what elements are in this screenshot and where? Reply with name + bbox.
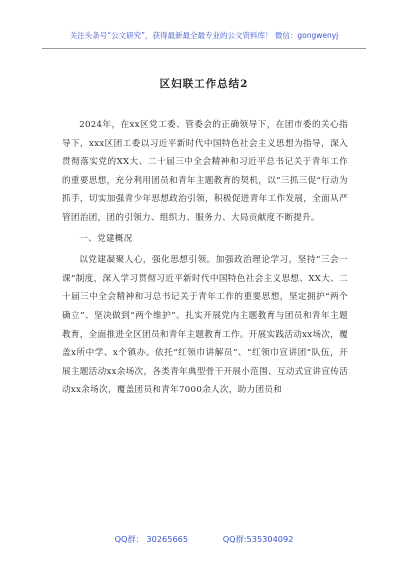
document-title: 区妇联工作总结2 [159,78,249,90]
footer-qq-groups [0,534,408,545]
paragraph-party-building: 以党建凝聚人心，强化思想引领。加强政治理论学习，坚持“三会一课”制度，深入学习贯彻习近平新时代中国特色社会主义思想、XX大、二十届三中全会精神和习总书记关于青年工作的重要思想，坚定拥护“两个确立”、坚决做到“两个维护”。扎实开展党内主题教育与团员和青年主题教育，全面推进全区团员和青年主题教育工作。开展实践活动xx场次，覆盖x所中学、x个镇办。依托“红领巾讲解员”、“红领巾宣讲团”队伍，开展主题活动xx余场次，各类青年典型骨干开展小范围、互动式宣讲宣传活动xx余场次，覆盖团员和青年7000余人次，助力团员和 [62,255,349,396]
section-heading-party-building: 一、党建概况 [79,233,133,244]
footer-qq-group-1: QQ群： 30265665 [114,534,189,544]
paragraph-intro: 2024年，在xx区党工委、管委会的正确领导下，在团市委的关心指导下，xxx区团工委以习近平新时代中国特色社会主义思想为指导，深入贯彻落实党的XX大、二十届三中全会精神和习近平总书记关于青年工作的重要思想，充分利用团员和青年主题教育的契机，以“三抓三促”行动为抓手，切实加强青少年思想政治引领，积极促进青年工作发展，全面从严管团治团，团的引领力、组织力、服务力、大局贡献度不断提升。 [62,120,348,223]
document-body [62,116,348,400]
footer-qq-group-2: QQ群:535304092 [222,534,294,544]
header-promo-text: 关注头条号“公文研究”，获得最新最全最专业的公文资料库！ 微信：gongwenyj [69,31,339,40]
header-divider [42,48,366,49]
